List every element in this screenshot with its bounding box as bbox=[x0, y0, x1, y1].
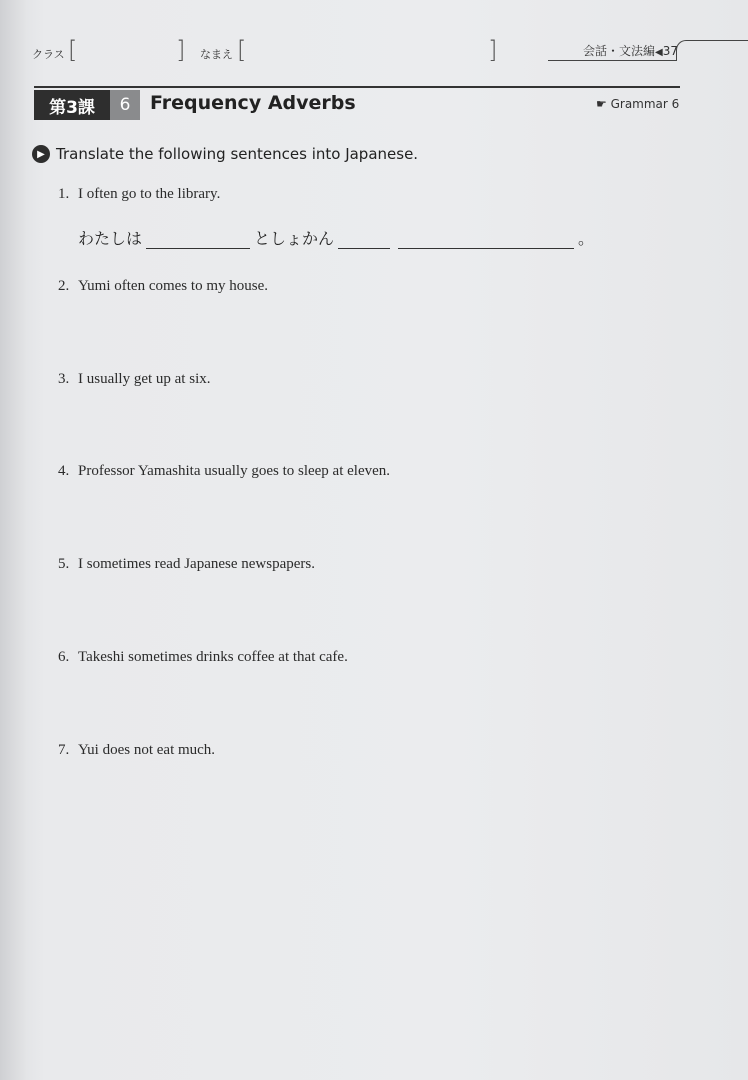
answer-blank[interactable] bbox=[338, 232, 390, 249]
answer-blank[interactable] bbox=[398, 232, 574, 249]
page-ref-text: 会話・文法編 bbox=[583, 44, 656, 58]
answer-part-watashiwa: わたしは bbox=[78, 229, 143, 248]
list-item bbox=[58, 556, 315, 573]
list-item bbox=[58, 186, 220, 203]
list-item bbox=[58, 278, 268, 295]
item-text: Yumi often comes to my house. bbox=[78, 278, 268, 294]
item-number: 2. bbox=[58, 278, 70, 294]
page-reference bbox=[583, 42, 678, 59]
list-item bbox=[58, 649, 348, 666]
item-number: 1. bbox=[58, 186, 70, 202]
item-number: 7. bbox=[58, 742, 70, 758]
lesson-badge: 第3課 bbox=[34, 90, 110, 120]
answer-period: 。 bbox=[578, 229, 595, 248]
list-item bbox=[58, 371, 210, 388]
class-bracket-open: [ bbox=[68, 36, 78, 64]
page-number: 37 bbox=[662, 44, 678, 58]
list-item bbox=[58, 742, 215, 759]
class-bracket-close: ] bbox=[176, 36, 186, 64]
item-number: 3. bbox=[58, 371, 70, 387]
item-text: I sometimes read Japanese newspapers. bbox=[78, 556, 315, 572]
answer-example bbox=[78, 226, 594, 249]
item-number: 6. bbox=[58, 649, 70, 665]
list-item bbox=[58, 463, 390, 480]
section-number-badge: 6 bbox=[110, 90, 140, 120]
grammar-ref-label: Grammar 6 bbox=[610, 97, 680, 111]
item-number: 5. bbox=[58, 556, 70, 572]
answer-part-toshokan: としょかん bbox=[254, 229, 335, 248]
page-ref-tab-curve bbox=[676, 40, 748, 61]
item-number: 4. bbox=[58, 463, 70, 479]
instruction-text: Translate the following sentences into Japanese. bbox=[56, 145, 419, 163]
answer-blank[interactable] bbox=[146, 232, 250, 249]
class-label: クラス bbox=[32, 48, 65, 61]
page-spine-shadow bbox=[0, 0, 26, 1080]
name-bracket-close: ] bbox=[488, 36, 498, 64]
page-ref-underline bbox=[548, 60, 676, 61]
item-text: I often go to the library. bbox=[78, 186, 221, 202]
name-label: なまえ bbox=[200, 48, 233, 61]
header-rule bbox=[34, 86, 680, 88]
grammar-reference bbox=[596, 97, 679, 111]
item-text: I usually get up at six. bbox=[78, 371, 211, 387]
section-title: Frequency Adverbs bbox=[150, 92, 356, 114]
item-text: Professor Yamashita usually goes to sleep at eleven. bbox=[78, 463, 391, 479]
pointing-hand-icon: ☛ bbox=[596, 97, 607, 111]
instruction bbox=[32, 145, 418, 163]
item-text: Yui does not eat much. bbox=[78, 742, 216, 758]
arrow-circle-icon: ▶ bbox=[32, 145, 50, 163]
name-bracket-open: [ bbox=[237, 36, 247, 64]
page-ref-marker: ◀ bbox=[655, 47, 663, 58]
item-text: Takeshi sometimes drinks coffee at that cafe. bbox=[78, 649, 348, 665]
